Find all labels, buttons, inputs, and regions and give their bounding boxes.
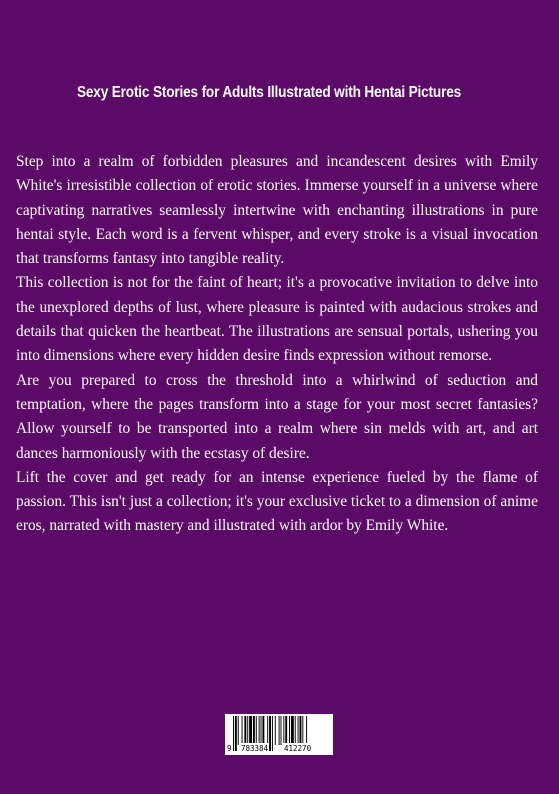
barcode-bar <box>253 716 255 745</box>
barcode-bar <box>295 716 296 745</box>
cover-title: Sexy Erotic Stories for Adults Illustrated with Hentai Pictures <box>76 84 462 101</box>
barcode-bar <box>279 716 280 745</box>
barcode-bar <box>267 716 268 745</box>
barcode-bar <box>302 716 303 745</box>
barcode-bar <box>261 716 262 745</box>
barcode-bar <box>281 716 282 745</box>
barcode-bar <box>300 716 302 745</box>
blurb-paragraph: Step into a realm of forbidden pleasures and incandescent desires with Emily White's irresistible collection of erotic stories. Immerse yourself in a universe where captivating narratives seamlessly intertwine with enchanting illustrations in pure hentai style. Each word is a fervent whisper, and every stroke is a visual invocation that transforms fantasy into tangible reality. <box>16 153 538 268</box>
barcode-bar <box>262 716 264 745</box>
barcode-digits <box>225 743 333 755</box>
blurb-paragraph: Are you prepared to cross the threshold into a whirlwind of seduction and temptation, where the pages transform into a stage for your most secret fantasies? Allow yourself to be transported into a realm where sin melds with art, and art dances harmoniously with the ecstasy of desire. <box>16 371 538 462</box>
barcode-right-group: 412270 <box>284 744 312 753</box>
barcode-bar <box>289 716 290 745</box>
barcode-bar <box>249 716 252 745</box>
blurb-text <box>16 150 538 539</box>
barcode-bar <box>298 716 299 745</box>
barcode-bar <box>244 716 246 745</box>
blurb-paragraph: Lift the cover and get ready for an intense experience fueled by the flame of passion. This isn't just a collection; it's your exclusive ticket to a dimension of anime eros, narrated with mastery and illustrated with ardor by Emily White. <box>16 468 538 535</box>
barcode-bar <box>247 716 248 745</box>
barcode-prefix-digit: 9 <box>227 744 232 753</box>
barcode-bar <box>275 716 276 745</box>
isbn-barcode <box>225 714 333 755</box>
barcode-bar <box>283 716 284 745</box>
barcode-bar <box>259 716 260 745</box>
blurb-paragraph: This collection is not for the faint of heart; it's a provocative invitation to delve into the unexplored depths of lust, where pleasure is painted with audacious strokes and details that quicken the heartbeat. The illustrations are sensual portals, ushering you into dimensions where every hidden desire finds expression without remorse. <box>16 274 538 365</box>
barcode-bar <box>285 716 287 745</box>
barcode-bar <box>242 716 243 745</box>
barcode-bar <box>238 716 239 745</box>
barcode-bar <box>291 716 294 745</box>
barcode-bar <box>256 716 257 745</box>
barcode-left-group: 783384 <box>241 744 269 753</box>
